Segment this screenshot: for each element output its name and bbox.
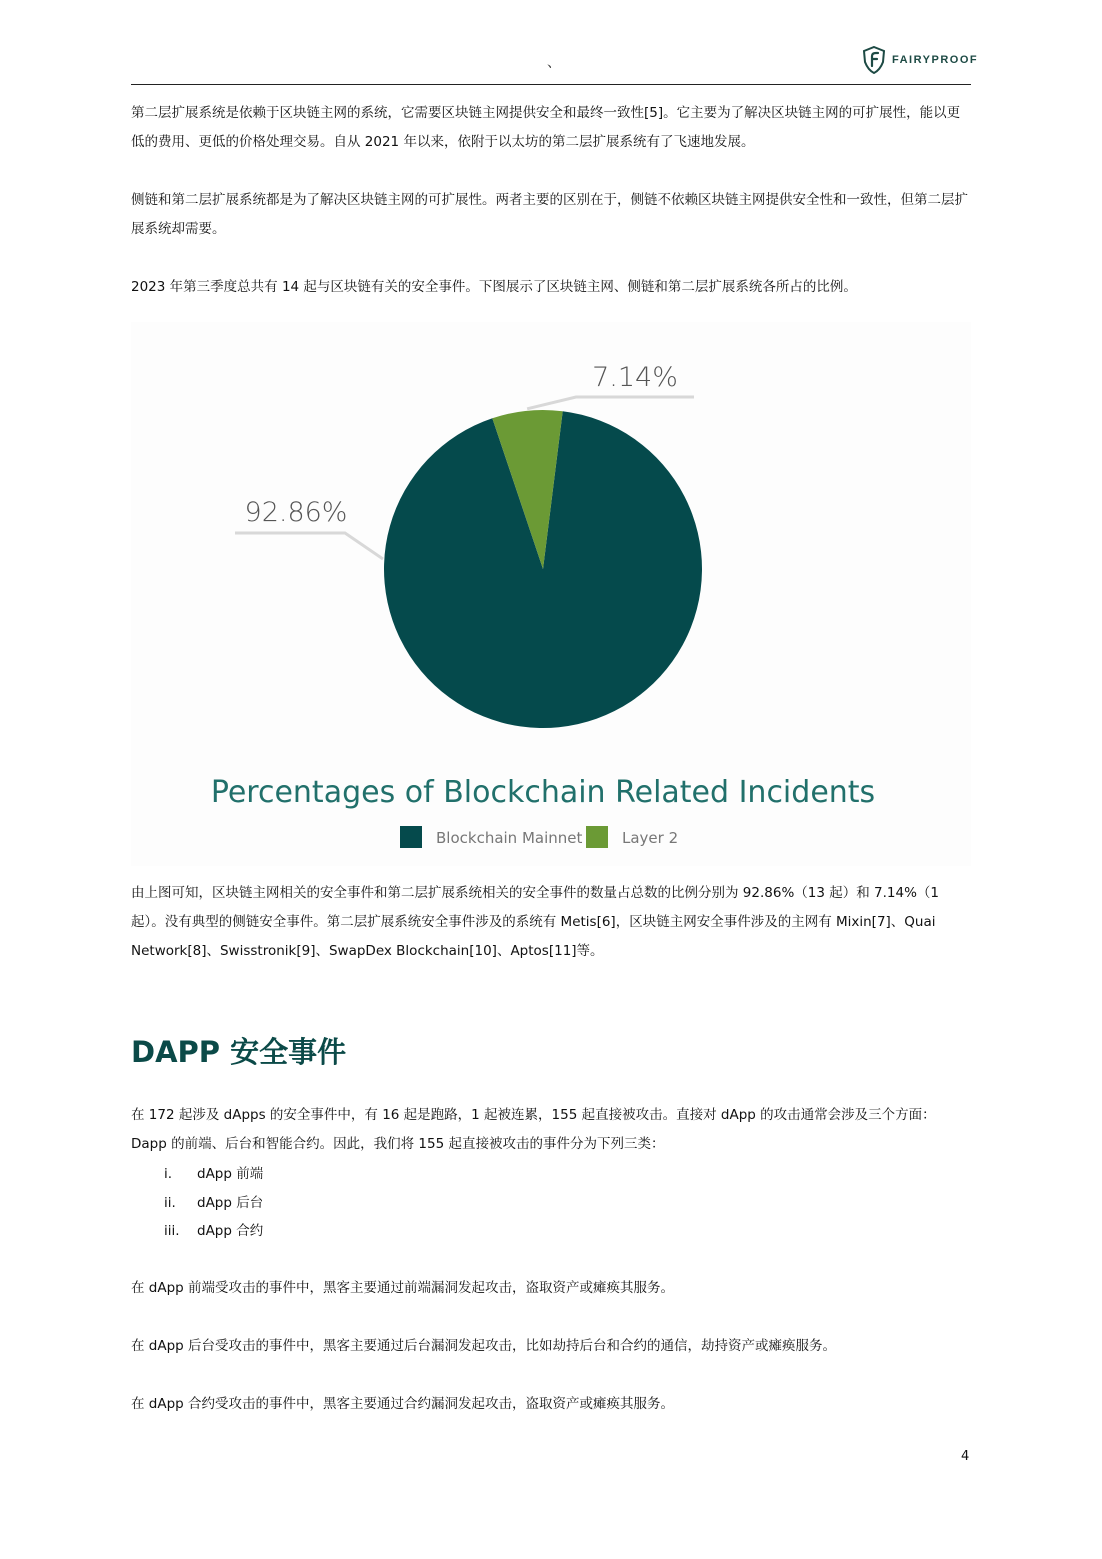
legend-label: Layer 2	[622, 829, 679, 847]
paragraph-backend-attacks: 在 dApp 后台受攻击的事件中，黑客主要通过后台漏洞发起攻击，比如劫持后台和合约的通信，劫持资产或瘫痪服务。	[131, 1338, 837, 1354]
legend-swatch	[400, 826, 422, 848]
fairyproof-logo	[862, 46, 978, 74]
slice-label-mainnet: 92.86%	[244, 497, 348, 528]
list-number: iii.	[164, 1223, 180, 1239]
leader-line-mainnet	[235, 533, 383, 559]
header-mark: 、	[547, 55, 561, 71]
paragraph-layer2-intro: 第二层扩展系统是依赖于区块链主网的系统，它需要区块链主网提供安全和最终一致性[5]。它主要为了解决区块链主网的可扩展性，能以更低的费用、更低的价格处理交易。自从 2021 年以来，依附于以太坊的第二层扩展系统有了飞速地发展。	[131, 105, 961, 150]
list-text: dApp 后台	[197, 1194, 264, 1211]
attack-category-list	[164, 1160, 263, 1246]
paragraph-dapp-intro: 在 172 起涉及 dApps 的安全事件中，有 16 起是跑路，1 起被连累，155 起直接被攻击。直接对 dApp 的攻击通常会涉及三个方面：Dapp 的前端、后台和智能合约。因此，我们将 155 起直接被攻击的事件分为下列三类：	[131, 1107, 936, 1152]
list-item	[164, 1217, 263, 1246]
header-rule	[131, 84, 971, 85]
chart-title: Percentages of Blockchain Related Incidents	[210, 775, 876, 810]
pie-chart-svg	[131, 322, 971, 866]
shield-logo-icon	[862, 46, 886, 74]
chart-legend	[400, 826, 678, 848]
slice-label-layer2: 7.14%	[592, 362, 678, 393]
list-item	[164, 1189, 263, 1218]
paragraph-sidechain-diff: 侧链和第二层扩展系统都是为了解决区块链主网的可扩展性。两者主要的区别在于，侧链不依赖区块链主网提供安全性和一致性，但第二层扩展系统却需要。	[131, 192, 968, 237]
list-number: ii.	[164, 1194, 176, 1211]
list-text: dApp 前端	[197, 1166, 264, 1182]
list-number: i.	[164, 1166, 173, 1182]
logo-text: FAIRYPROOF	[892, 54, 979, 66]
section-heading-dapp: DAPP 安全事件	[131, 1035, 347, 1069]
legend-swatch	[586, 826, 608, 848]
list-item	[164, 1160, 263, 1189]
paragraph-q3-summary: 2023 年第三季度总共有 14 起与区块链有关的安全事件。下图展示了区块链主网、侧链和第二层扩展系统各所占的比例。	[131, 279, 857, 295]
legend-label: Blockchain Mainnet	[436, 829, 583, 847]
paragraph-contract-attacks: 在 dApp 合约受攻击的事件中，黑客主要通过合约漏洞发起攻击，盗取资产或瘫痪其服务。	[131, 1396, 675, 1412]
paragraph-chart-analysis: 由上图可知，区块链主网相关的安全事件和第二层扩展系统相关的安全事件的数量占总数的比例分别为 92.86%（13 起）和 7.14%（1 起）。没有典型的侧链安全事件。第二层扩展系统安全事件涉及的系统有 Metis[6]，区块链主网安全事件涉及的主网有 Mixin[7]、Quai Network[8]、Swisstronik[9]、SwapDex Blockchain[10]、Aptos[11]等。	[131, 885, 940, 959]
page-number: 4	[961, 1449, 970, 1464]
pie-chart	[131, 322, 971, 866]
leader-line-layer2	[527, 397, 694, 409]
paragraph-frontend-attacks: 在 dApp 前端受攻击的事件中，黑客主要通过前端漏洞发起攻击，盗取资产或瘫痪其服务。	[131, 1280, 675, 1296]
list-text: dApp 合约	[197, 1223, 264, 1239]
